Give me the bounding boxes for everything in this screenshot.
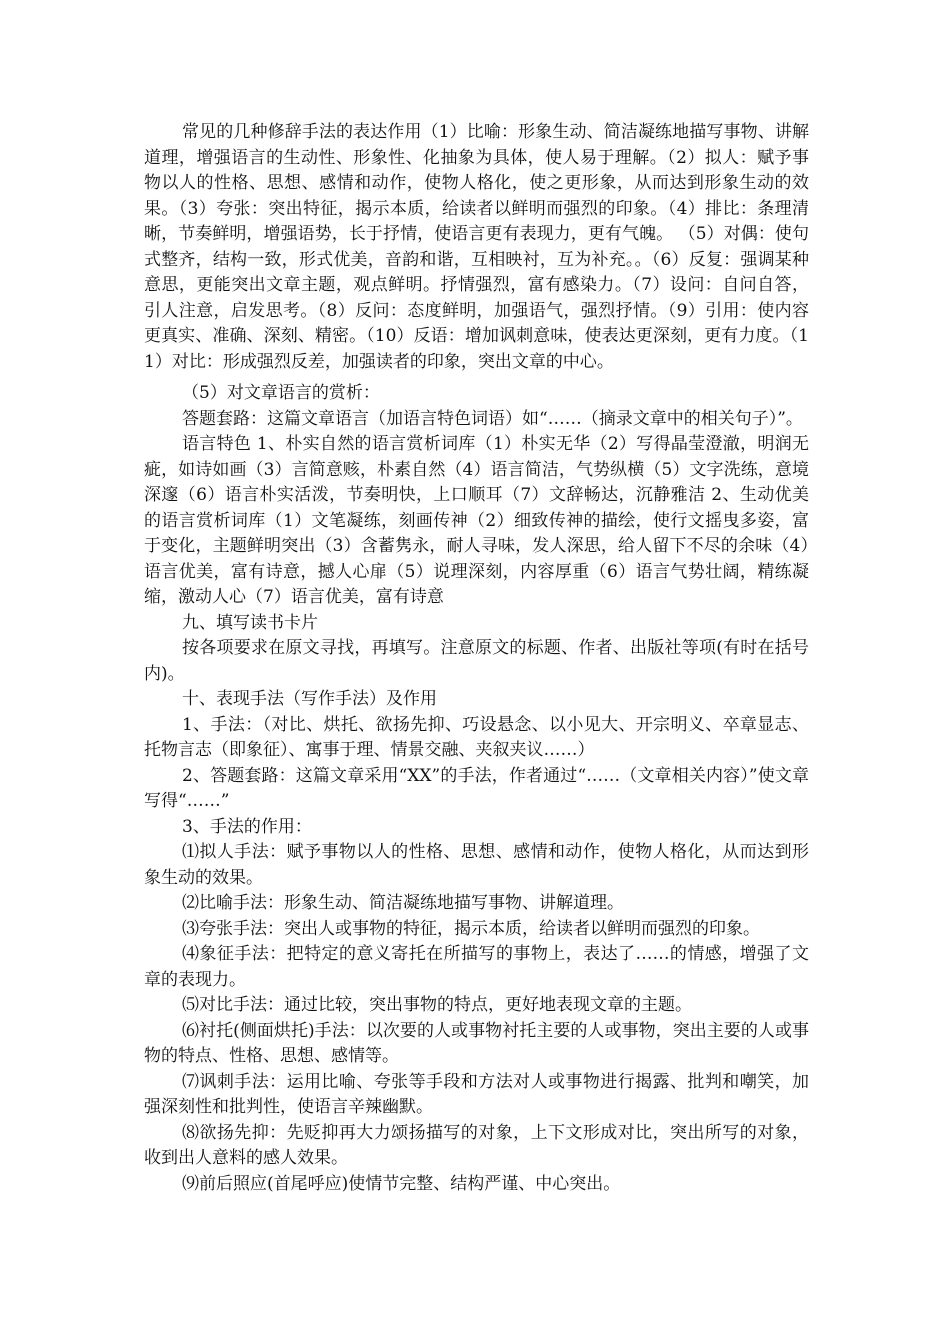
section-heading-techniques: 十、表现手法（写作手法）及作用 — [182, 689, 437, 709]
list-item-symbolism: ⑷象征手法：把特定的意义寄托在所描写的事物上，表达了……的情感，增强了文章的表现力。 — [144, 944, 809, 990]
paragraph-language-appreciation-heading: （5）对文章语言的赏析： — [182, 383, 380, 403]
section-heading-reading-card: 九、填写读书卡片 — [182, 612, 318, 633]
list-item-foil: ⑹衬托(侧面烘托)手法：以次要的人或事物衬托主要的人或事物，突出主要的人或事物的特点、性格、思想、感情等。 — [144, 1020, 809, 1066]
paragraph-rhetoric-functions: 常见的几种修辞手法的表达作用（1）比喻：形象生动、简洁凝练地描写事物、讲解道理，增强语言的生动性、形象性、化抽象为具体，使人易于理解。（2）拟人：赋予事物以人的性格、思想、感情和动作，使物人格化，使之更形象，从而达到形象生动的效果。（3）夸张：突出特征，揭示本质，给读者以鲜明而强烈的印象。（4）排比：条理清晰，节奏鲜明，增强语势，长于抒情，使语言更有表现力，更有气魄。 （5）对偶：使句式整齐，结构一致，形式优美，音韵和谐，互相映衬，互为补充。。（6）反复：强调某种意思，更能突出文章主题，观点鲜明。抒情强烈，富有感染力。（7）设问：自问自答，引人注意，启发思考。（8）反问：态度鲜明，加强语气，强烈抒情。（9）引用：使内容更真实、准确、深刻、精密。（10）反语：增加讽刺意味，使表达更深刻，更有力度。（11）对比：形成强烈反差，加强读者的印象，突出文章的中心。 — [144, 122, 809, 372]
list-item-satire: ⑺讽刺手法：运用比喻、夸张等手段和方法对人或事物进行揭露、批判和嘲笑，加强深刻性和批判性，使语言辛辣幽默。 — [144, 1071, 809, 1117]
paragraph-techniques-effects-heading: 3、手法的作用： — [182, 816, 312, 837]
document-body — [144, 120, 809, 1197]
paragraph-answer-template: 答题套路：这篇文章语言（加语言特色词语）如“……（摘录文章中的相关句子）”。 — [182, 408, 803, 429]
list-item-echo: ⑼前后照应(首尾呼应)使情节完整、结构严谨、中心突出。 — [182, 1173, 621, 1194]
list-item-suppress-then-praise: ⑻欲扬先抑：先贬抑再大力颂扬描写的对象，上下文形成对比，突出所写的对象，收到出人意料的感人效果。 — [144, 1122, 809, 1168]
paragraph-techniques-template: 2、答题套路：这篇文章采用“XX”的手法，作者通过“……（文章相关内容）”使文章写得“……” — [144, 765, 809, 811]
list-item-contrast: ⑸对比手法：通过比较，突出事物的特点，更好地表现文章的主题。 — [182, 995, 692, 1015]
list-item-personification: ⑴拟人手法：赋予事物以人的性格、思想、感情和动作，使物人格化，从而达到形象生动的效果。 — [144, 842, 809, 888]
paragraph-language-features: 语言特色 1、朴实自然的语言赏析词库（1）朴实无华（2）写得晶莹澄澈，明润无疵，如诗如画（3）言简意赅，朴素自然（4）语言简洁，气势纵横（5）文字洗练，意境深邃（6）语言朴实活泼，节奏明快，上口顺耳（7）文辞畅达，沉静雅洁 2、生动优美的语言赏析词库（1）文笔凝练，刻画传神（2）细致传神的描绘，使行文摇曳多姿，富于变化，主题鲜明突出（3）含蓄隽永，耐人寻味，发人深思，给人留下不尽的余味（4）语言优美，富有诗意，撼人心扉（5）说理深刻，内容厚重（6）语言气势壮阔，精练凝缩，激动人心（7）语言优美，富有诗意 — [144, 434, 809, 607]
list-item-hyperbole: ⑶夸张手法：突出人或事物的特征，揭示本质，给读者以鲜明而强烈的印象。 — [182, 918, 760, 939]
paragraph-techniques-list: 1、手法：（对比、烘托、欲扬先抑、巧设悬念、以小见大、开宗明义、卒章显志、托物言志（即象征）、寓事于理、情景交融、夹叙夹议……） — [144, 714, 809, 760]
paragraph-reading-card: 按各项要求在原文寻找，再填写。注意原文的标题、作者、出版社等项(有时在括号内)。 — [144, 638, 809, 684]
list-item-metaphor: ⑵比喻手法：形象生动、简洁凝练地描写事物、讲解道理。 — [182, 893, 624, 913]
